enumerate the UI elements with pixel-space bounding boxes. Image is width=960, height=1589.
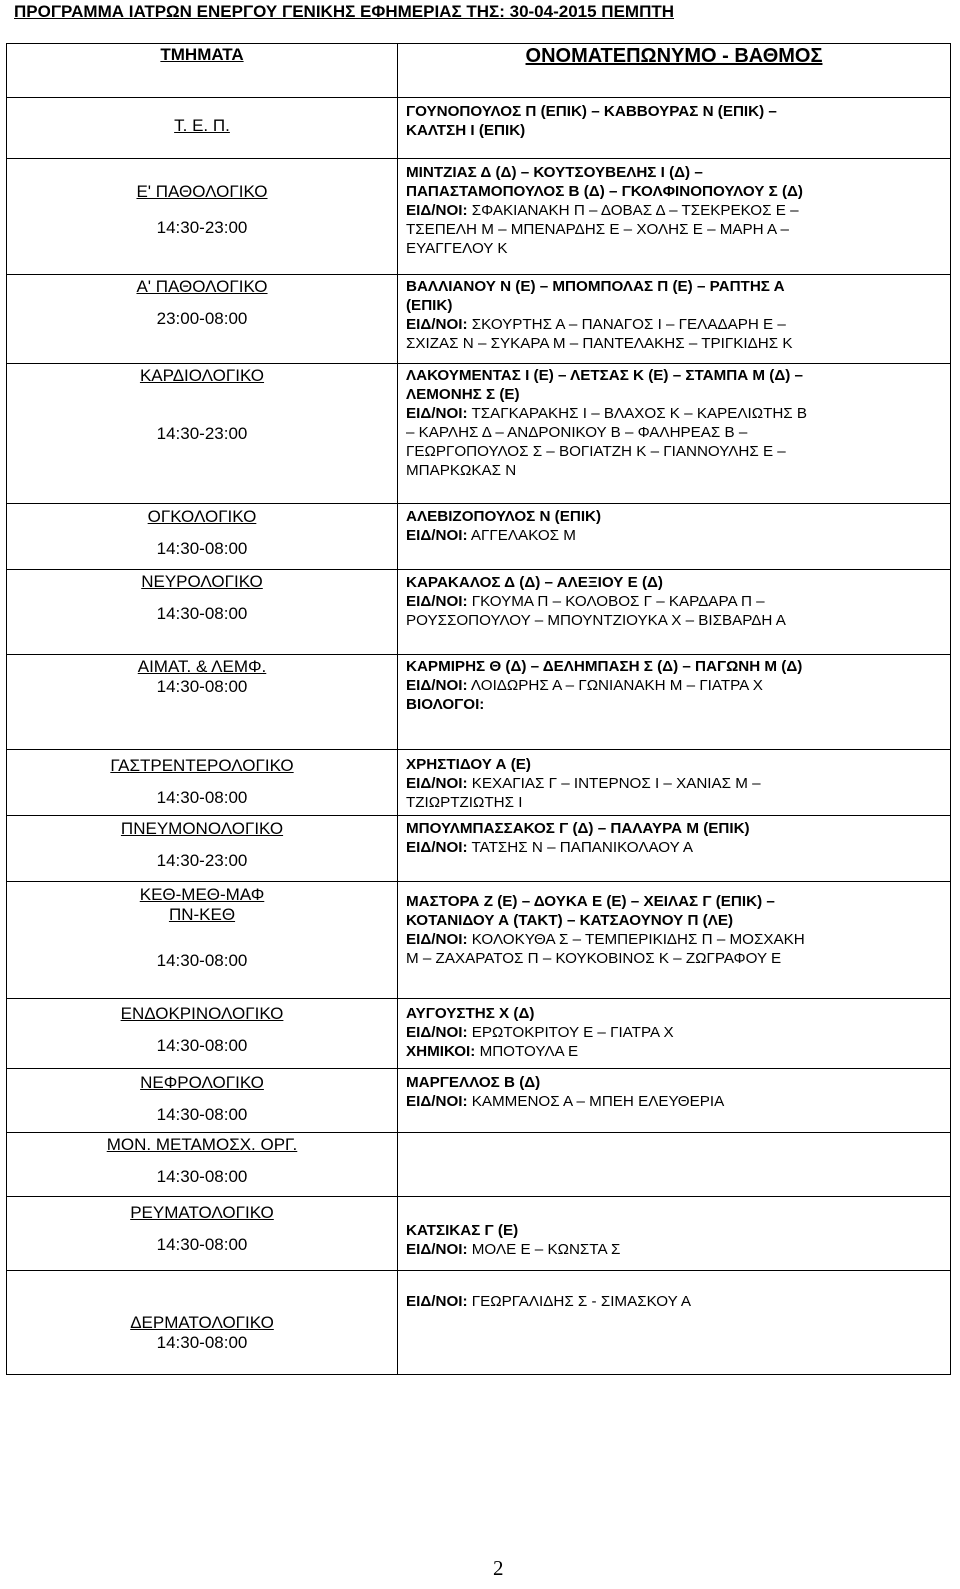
- dept-name-2: ΠΝ-ΚΕΘ: [168, 905, 236, 924]
- name-line: ΚΑΡΜΙΡΗΣ Θ (Δ) – ΔΕΛΗΜΠΑΣΗ Σ (Δ) – ΠΑΓΩΝΗ Μ (Δ): [406, 658, 803, 675]
- residents-line: ΓΕΩΡΓΟΠΟΥΛΟΣ Σ – ΒΟΓΙΑΤΖΗ Κ – ΓΙΑΝΝΟΥΛΗΣ Ε –: [406, 443, 786, 460]
- biologists-label: ΒΙΟΛΟΓΟΙ:: [406, 696, 485, 713]
- name-line: ΜΠΟΥΛΜΠΑΣΣΑΚΟΣ Γ (Δ) – ΠΑΛΑΥΡΑ Μ (ΕΠΙΚ): [406, 820, 750, 837]
- dept-name: ΕΝΔΟΚΡΙΝΟΛΟΓΙΚΟ: [120, 1004, 284, 1023]
- table-row: [7, 750, 951, 816]
- dept-time: 14:30-23:00: [156, 851, 248, 870]
- dept-time: 14:30-08:00: [156, 677, 248, 696]
- dept-time: 14:30-08:00: [156, 604, 248, 623]
- residents-line: ΕΙΔ/ΝΟΙ: ΤΣΑΓΚΑΡΑΚΗΣ Ι – ΒΛΑΧΟΣ Κ – ΚΑΡΕΛΙΩΤΗΣ Β: [406, 405, 808, 422]
- dept-cell: [7, 1197, 398, 1271]
- name-line: ΓΟΥΝΟΠΟΥΛΟΣ Π (ΕΠΙΚ) – ΚΑΒΒΟΥΡΑΣ Ν (ΕΠΙΚ) –: [406, 103, 777, 120]
- table-row: [7, 1197, 951, 1271]
- names-cell: [398, 655, 951, 750]
- residents-line: ΜΠΑΡΚΩΚΑΣ Ν: [406, 462, 517, 479]
- name-line: ΑΥΓΟΥΣΤΗΣ Χ (Δ): [406, 1005, 535, 1022]
- names-cell: [398, 98, 951, 159]
- name-line: ΜΑΣΤΟΡΑ Ζ (Ε) – ΔΟΥΚΑ Ε (Ε) – ΧΕΙΛΑΣ Γ (ΕΠΙΚ) –: [406, 893, 775, 910]
- names-cell: [398, 999, 951, 1069]
- table-row: [7, 570, 951, 655]
- schedule-table: [6, 43, 951, 1375]
- dept-cell: [7, 750, 398, 816]
- name-line: ΧΡΗΣΤΙΔΟΥ Α (Ε): [406, 756, 531, 773]
- residents-line: ΕΙΔ/ΝΟΙ: ΑΓΓΕΛΑΚΟΣ Μ: [406, 527, 576, 544]
- dept-name: ΡΕΥΜΑΤΟΛΟΓΙΚΟ: [130, 1203, 274, 1222]
- name-line: ΒΑΛΛΙΑΝΟΥ Ν (Ε) – ΜΠΟΜΠΟΛΑΣ Π (Ε) – ΡΑΠΤΗΣ Α: [406, 278, 785, 295]
- table-row: [7, 364, 951, 504]
- chemists-label: ΧΗΜΙΚΟΙ:: [406, 1043, 476, 1060]
- residents-line: ΕΙΔ/ΝΟΙ: ΚΑΜΜΕΝΟΣ Α – ΜΠΕΗ ΕΛΕΥΘΕΡΙΑ: [406, 1093, 725, 1110]
- dept-cell: [7, 275, 398, 364]
- residents-line: ΡΟΥΣΣΟΠΟΥΛΟΥ – ΜΠΟΥΝΤΖΙΟΥΚΑ Χ – ΒΙΣΒΑΡΔΗ Α: [406, 612, 786, 629]
- residents-line: ΤΣΕΠΕΛΗ Μ – ΜΠΕΝΑΡΔΗΣ Ε – ΧΟΛΗΣ Ε – ΜΑΡΗ Α –: [406, 221, 789, 238]
- dept-name: ΚΕΘ-ΜΕΘ-ΜΑΦ: [139, 885, 265, 904]
- dept-time: 14:30-08:00: [156, 1333, 248, 1352]
- name-line: ΚΑΤΣΙΚΑΣ Γ (Ε): [406, 1222, 519, 1239]
- chemists-value: ΜΠΟΤΟΥΛΑ Ε: [475, 1043, 579, 1060]
- dept-cell: [7, 570, 398, 655]
- names-cell: [398, 816, 951, 882]
- document-title: ΠΡΟΓΡΑΜΜΑ ΙΑΤΡΩΝ ΕΝΕΡΓΟΥ ΓΕΝΙΚΗΣ ΕΦΗΜΕΡΙΑΣ ΤΗΣ: 30-04-2015 ΠΕΜΠΤΗ: [14, 2, 675, 21]
- table-row: [7, 999, 951, 1069]
- names-cell: [398, 570, 951, 655]
- residents-line: ΕΙΔ/ΝΟΙ: ΕΡΩΤΟΚΡΙΤΟΥ Ε – ΓΙΑΤΡΑ Χ: [406, 1024, 674, 1041]
- table-row: [7, 275, 951, 364]
- dept-cell: [7, 364, 398, 504]
- table-header-row: [7, 44, 951, 98]
- names-cell: [398, 1069, 951, 1133]
- dept-name: ΜΟΝ. ΜΕΤΑΜΟΣΧ. ΟΡΓ.: [106, 1135, 298, 1154]
- chemists-line: [406, 1042, 950, 1061]
- residents-line: ΕΙΔ/ΝΟΙ: ΓΕΩΡΓΑΛΙΔΗΣ Σ - ΣΙΜΑΣΚΟΥ Α: [406, 1293, 691, 1310]
- residents-line: [406, 201, 950, 220]
- dept-time: 14:30-08:00: [156, 1036, 248, 1055]
- table-row: [7, 504, 951, 570]
- name-line: ΚΑΛΤΣΗ Ι (ΕΠΙΚ): [406, 122, 526, 139]
- dept-name: ΝΕΥΡΟΛΟΓΙΚΟ: [141, 572, 263, 591]
- names-cell: [398, 364, 951, 504]
- dept-time: 14:30-08:00: [156, 1105, 248, 1124]
- dept-name: ΚΑΡΔΙΟΛΟΓΙΚΟ: [139, 366, 265, 385]
- dept-time: 14:30-23:00: [156, 218, 248, 237]
- dept-name: ΑΙΜΑΤ. & ΛΕΜΦ.: [137, 657, 267, 676]
- dept-cell: [7, 98, 398, 159]
- name-line: ΛΕΜΟΝΗΣ Σ (Ε): [406, 386, 520, 403]
- dept-cell: [7, 882, 398, 999]
- residents-line: ΕΙΔ/ΝΟΙ: ΣΚΟΥΡΤΗΣ Α – ΠΑΝΑΓΟΣ Ι – ΓΕΛΑΔΑΡΗ Ε –: [406, 316, 786, 333]
- names-cell: [398, 1271, 951, 1375]
- dept-name: ΠΝΕΥΜΟΝΟΛΟΓΙΚΟ: [120, 819, 284, 838]
- name-line: ΠΑΠΑΣΤΑΜΟΠΟΥΛΟΣ Β (Δ) – ΓΚΟΛΦΙΝΟΠΟΥΛΟΥ Σ (Δ): [406, 183, 803, 200]
- dept-cell: [7, 655, 398, 750]
- name-line: ΛΑΚΟΥΜΕΝΤΑΣ Ι (Ε) – ΛΕΤΣΑΣ Κ (Ε) – ΣΤΑΜΠΑ Μ (Δ) –: [406, 367, 803, 384]
- names-cell: [398, 882, 951, 999]
- name-line: ΜΙΝΤΖΙΑΣ Δ (Δ) – ΚΟΥΤΣΟΥΒΕΛΗΣ Ι (Δ) –: [406, 164, 703, 181]
- residents-line: ΤΖΙΩΡΤΖΙΩΤΗΣ Ι: [406, 794, 523, 811]
- names-cell: [398, 275, 951, 364]
- dept-time: 14:30-08:00: [156, 539, 248, 558]
- header-names: ΟΝΟΜΑΤΕΠΩΝΥΜΟ - ΒΑΘΜΟΣ: [398, 44, 951, 98]
- residents-line: ΕΙΔ/ΝΟΙ: ΚΟΛΟΚΥΘΑ Σ – ΤΕΜΠΕΡΙΚΙΔΗΣ Π – ΜΟΣΧΑΚΗ: [406, 931, 805, 948]
- name-line: ΚΟΤΑΝΙΔΟΥ Α (ΤΑΚΤ) – ΚΑΤΣΑΟΥΝΟΥ Π (ΛΕ): [406, 912, 734, 929]
- name-line: ΚΑΡΑΚΑΛΟΣ Δ (Δ) – ΑΛΕΞΙΟΥ Ε (Δ): [406, 574, 663, 591]
- residents-line: ΕΙΔ/ΝΟΙ: ΓΚΟΥΜΑ Π – ΚΟΛΟΒΟΣ Γ – ΚΑΡΔΑΡΑ Π –: [406, 593, 765, 610]
- dept-name: Ε' ΠΑΘΟΛΟΓΙΚΟ: [136, 182, 268, 201]
- residents-line: ΣΧΙΖΑΣ Ν – ΣΥΚΑΡΑ Μ – ΠΑΝΤΕΛΑΚΗΣ – ΤΡΙΓΚΙΔΗΣ Κ: [406, 335, 793, 352]
- header-departments: ΤΜΗΜΑΤΑ: [7, 44, 398, 98]
- dept-name: ΔΕΡΜΑΤΟΛΟΓΙΚΟ: [130, 1313, 274, 1332]
- names-cell: [398, 159, 951, 275]
- page-number: 2: [493, 1556, 504, 1580]
- residents-line: ΕΙΔ/ΝΟΙ: ΜΟΛΕ Ε – ΚΩΝΣΤΑ Σ: [406, 1241, 621, 1258]
- dept-name: Τ. Ε. Π.: [174, 116, 230, 135]
- names-cell: [398, 504, 951, 570]
- dept-name: ΝΕΦΡΟΛΟΓΙΚΟ: [140, 1073, 264, 1092]
- dept-time: 14:30-08:00: [156, 1167, 248, 1186]
- table-row: [7, 98, 951, 159]
- residents-line: – ΚΑΡΛΗΣ Δ – ΑΝΔΡΟΝΙΚΟΥ Β – ΦΑΛΗΡΕΑΣ Β –: [406, 424, 748, 441]
- residents-line: Μ – ΖΑΧΑΡΑΤΟΣ Π – ΚΟΥΚΟΒΙΝΟΣ Κ – ΖΩΓΡΑΦΟΥ Ε: [406, 950, 782, 967]
- names-cell: [398, 1197, 951, 1271]
- names-cell: [398, 750, 951, 816]
- residents-line: ΕΙΔ/ΝΟΙ: ΤΑΤΣΗΣ Ν – ΠΑΠΑΝΙΚΟΛΑΟΥ Α: [406, 839, 693, 856]
- dept-cell: [7, 1133, 398, 1197]
- dept-time: 14:30-08:00: [156, 1235, 248, 1254]
- dept-name: ΟΓΚΟΛΟΓΙΚΟ: [147, 507, 257, 526]
- dept-cell: [7, 504, 398, 570]
- name-line: ΜΑΡΓΕΛΛΟΣ Β (Δ): [406, 1074, 541, 1091]
- dept-cell: [7, 999, 398, 1069]
- table-row: [7, 1133, 951, 1197]
- table-row: [7, 1069, 951, 1133]
- dept-time: 14:30-08:00: [156, 951, 248, 970]
- dept-time: 14:30-08:00: [156, 788, 248, 807]
- dept-cell: [7, 159, 398, 275]
- table-row: [7, 1271, 951, 1375]
- name-line: ΑΛΕΒΙΖΟΠΟΥΛΟΣ Ν (ΕΠΙΚ): [406, 508, 602, 525]
- names-cell: [398, 1133, 951, 1197]
- dept-cell: [7, 816, 398, 882]
- dept-name: Α' ΠΑΘΟΛΟΓΙΚΟ: [136, 277, 268, 296]
- dept-time: 14:30-23:00: [156, 424, 248, 443]
- name-line: (ΕΠΙΚ): [406, 297, 453, 314]
- residents-text: ΕΙΔ/ΝΟΙ: ΣΦΑΚΙΑΝΑΚΗ Π – ΔΟΒΑΣ Δ – ΤΣΕΚΡΕΚΟΣ Ε –: [406, 202, 799, 219]
- residents-line: ΕΥΑΓΓΕΛΟΥ Κ: [406, 240, 508, 257]
- table-row: [7, 655, 951, 750]
- table-row: [7, 159, 951, 275]
- residents-line: ΕΙΔ/ΝΟΙ: ΚΕΧΑΓΙΑΣ Γ – ΙΝΤΕΡΝΟΣ Ι – ΧΑΝΙΑΣ Μ –: [406, 775, 761, 792]
- table-row: [7, 882, 951, 999]
- dept-cell: [7, 1069, 398, 1133]
- dept-cell: [7, 1271, 398, 1375]
- table-row: [7, 816, 951, 882]
- dept-time: 23:00-08:00: [156, 309, 248, 328]
- dept-name: ΓΑΣΤΡΕΝΤΕΡΟΛΟΓΙΚΟ: [110, 756, 294, 775]
- residents-line: ΕΙΔ/ΝΟΙ: ΛΟΙΔΩΡΗΣ Α – ΓΩΝΙΑΝΑΚΗ Μ – ΓΙΑΤΡΑ Χ: [406, 677, 763, 694]
